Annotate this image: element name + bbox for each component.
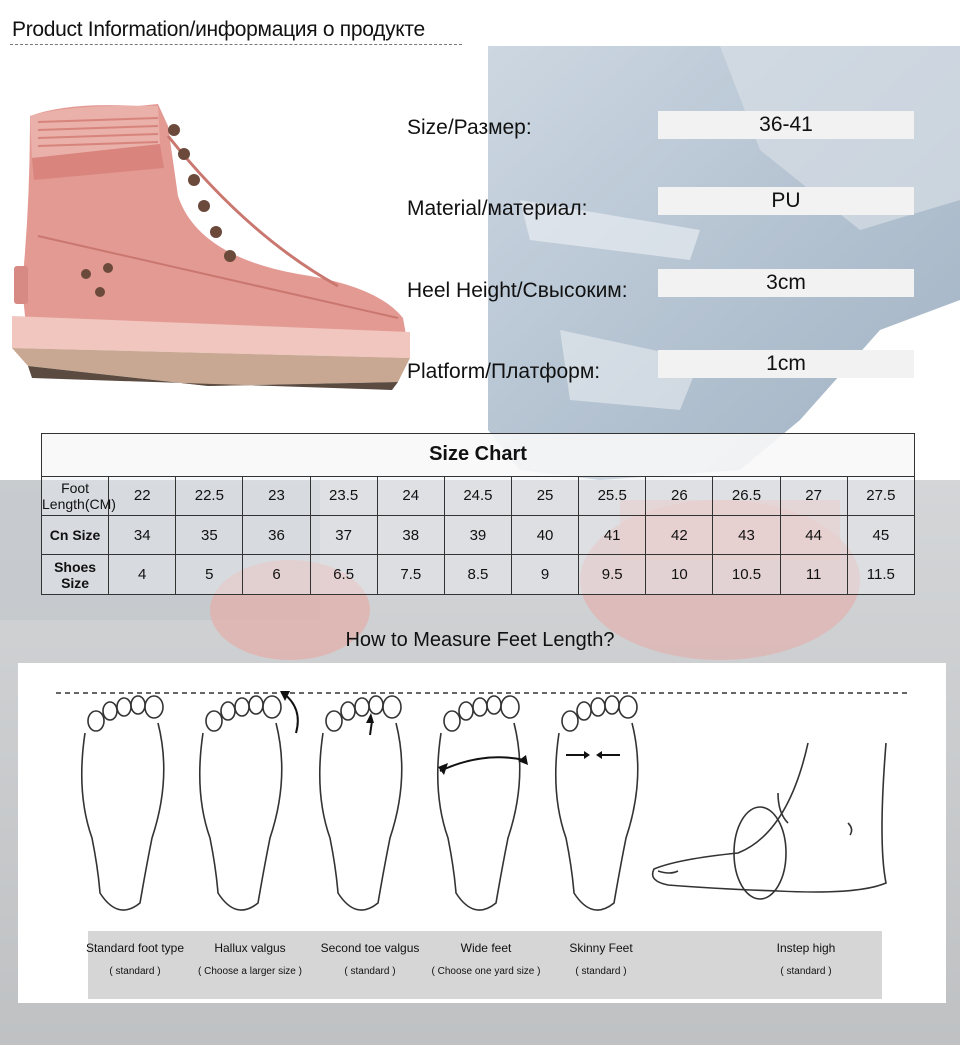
spec-value-size: 36-41: [658, 111, 914, 139]
foot-length-cell: 27.5: [847, 476, 914, 515]
foot-type-name: Skinny Feet: [569, 941, 633, 955]
foot-outline-icon: [200, 696, 282, 910]
foot-outline-icon: [653, 743, 886, 899]
foot-length-cell: 25: [511, 476, 578, 515]
foot-length-cell: 26.5: [713, 476, 780, 515]
foot-diagrams: [18, 663, 946, 933]
foot-type-name: Wide feet: [460, 941, 512, 955]
foot-length-cell: 27: [780, 476, 847, 515]
measure-title: How to Measure Feet Length?: [345, 629, 615, 651]
foot-type-note: ( standard ): [575, 966, 627, 977]
shoes-size-cell: 8.5: [444, 555, 511, 595]
spec-value-platform: 1cm: [658, 350, 914, 378]
foot-type-note: ( standard ): [344, 966, 396, 977]
foot-type-note: ( Choose a larger size ): [198, 966, 302, 977]
cn-size-cell: 36: [243, 516, 310, 555]
row-header-cn-size: Cn Size: [42, 516, 109, 555]
arrow-icon: [366, 713, 374, 723]
arrow-icon: [280, 691, 290, 701]
shoes-size-cell: 6: [243, 555, 310, 595]
spec-label-platform: Platform/Платформ:: [407, 360, 601, 383]
spec-label-size: Size/Размер:: [407, 116, 532, 139]
shoes-size-cell: 5: [176, 555, 243, 595]
foot-type-name: Standard foot type: [85, 941, 185, 955]
shoes-size-cell: 6.5: [310, 555, 377, 595]
foot-length-cell: 22: [109, 476, 176, 515]
foot-length-cell: 22.5: [176, 476, 243, 515]
arrow-icon: [584, 751, 590, 759]
cn-size-cell: 44: [780, 516, 847, 555]
shoes-size-cell: 4: [109, 555, 176, 595]
foot-type-note: ( Choose one yard size ): [431, 966, 541, 977]
page-title: Product Information/информация о продукте: [12, 18, 425, 41]
foot-length-cell: 25.5: [579, 476, 646, 515]
spec-value-material: PU: [658, 187, 914, 215]
shoes-size-cell: 11: [780, 555, 847, 595]
title-divider: [10, 44, 462, 45]
table-row: [42, 555, 915, 595]
foot-type-name: Instep high: [776, 941, 836, 955]
foot-length-cell: 24.5: [444, 476, 511, 515]
cn-size-cell: 34: [109, 516, 176, 555]
foot-length-cell: 26: [646, 476, 713, 515]
arrow-icon: [596, 751, 602, 759]
foot-type-note: ( standard ): [780, 966, 832, 977]
spec-label-heel-height: Heel Height/Свысоким:: [407, 279, 628, 302]
row-header-shoes-size: Shoes Size: [42, 555, 109, 595]
arrow-icon: [370, 721, 372, 735]
table-row: [42, 476, 915, 515]
cn-size-cell: 42: [646, 516, 713, 555]
table-row: [42, 516, 915, 555]
shoes-size-cell: 7.5: [377, 555, 444, 595]
foot-type-name: Hallux valgus: [214, 941, 286, 955]
foot-length-cell: 23.5: [310, 476, 377, 515]
shoes-size-cell: 11.5: [847, 555, 914, 595]
cn-size-cell: 40: [511, 516, 578, 555]
cn-size-cell: 45: [847, 516, 914, 555]
foot-length-cell: 23: [243, 476, 310, 515]
cn-size-cell: 43: [713, 516, 780, 555]
spec-value-heel-height: 3cm: [658, 269, 914, 297]
shoes-size-cell: 9.5: [579, 555, 646, 595]
shoes-size-cell: 10: [646, 555, 713, 595]
foot-outline-icon: [320, 696, 402, 910]
foot-type-note: ( standard ): [109, 966, 161, 977]
cn-size-cell: 37: [310, 516, 377, 555]
cn-size-cell: 41: [579, 516, 646, 555]
boot-image: [8, 96, 413, 390]
foot-length-cell: 24: [377, 476, 444, 515]
cn-size-cell: 38: [377, 516, 444, 555]
size-chart-title: Size Chart: [42, 434, 915, 477]
cn-size-cell: 35: [176, 516, 243, 555]
row-header-foot-length: Foot Length(CM): [42, 476, 109, 515]
arrow-icon: [440, 757, 524, 771]
shoes-size-cell: 10.5: [713, 555, 780, 595]
foot-outline-icon: [556, 696, 638, 910]
cn-size-cell: 39: [444, 516, 511, 555]
size-chart-table: [41, 433, 915, 595]
spec-label-material: Material/материал:: [407, 197, 588, 220]
foot-outline-icon: [82, 696, 164, 910]
shoes-size-cell: 9: [511, 555, 578, 595]
foot-type-name: Second toe valgus: [320, 941, 420, 955]
foot-outline-icon: [438, 696, 520, 910]
